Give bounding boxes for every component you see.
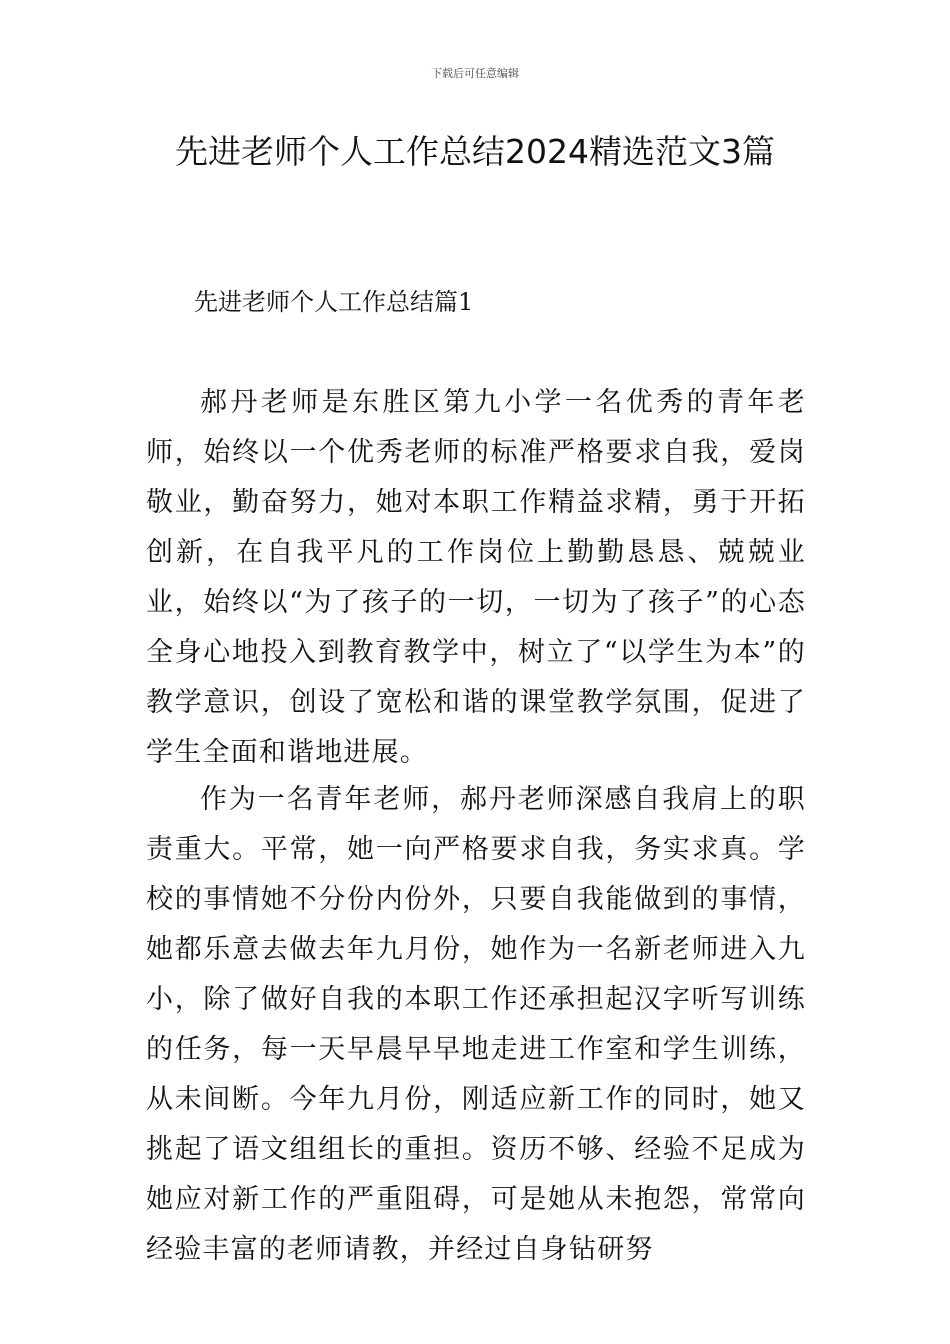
body-paragraph-2: 作为一名青年老师，郝丹老师深感自我肩上的职责重大。平常，她一向严格要求自我，务实求真。学校的事情她不分份内份外，只要自我能做到的事情，她都乐意去做去年九月份，她作为一名新老师进入九小，除了做好自我的本职工作还承担起汉字听写训练的任务，每一天早晨早早地走进工作室和学生训练，从未间断。今年九月份，刚适应新工作的同时，她又挑起了语文组组长的重担。资历不够、经验不足成为她应对新工作的严重阻碍，可是她从未抱怨，常常向经验丰富的老师请教，并经过自身钻研努 <box>146 784 806 1265</box>
document-title: 先进老师个人工作总结2024精选范文3篇 <box>175 132 775 171</box>
section-heading: 先进老师个人工作总结篇1 <box>194 288 474 316</box>
body-paragraph-1: 郝丹老师是东胜区第九小学一名优秀的青年老师，始终以一个优秀老师的标准严格要求自我，爱岗敬业，勤奋努力，她对本职工作精益求精，勇于开拓创新，在自我平凡的工作岗位上勤勤恳恳、兢兢业业，始终以“为了孩子的一切，一切为了孩子”的心态全身心地投入到教育教学中，树立了“以学生为本”的教学意识，创设了宽松和谐的课堂教学氛围，促进了学生全面和谐地进展。 <box>146 387 806 768</box>
header-note: 下载后可任意编辑 <box>431 67 519 80</box>
